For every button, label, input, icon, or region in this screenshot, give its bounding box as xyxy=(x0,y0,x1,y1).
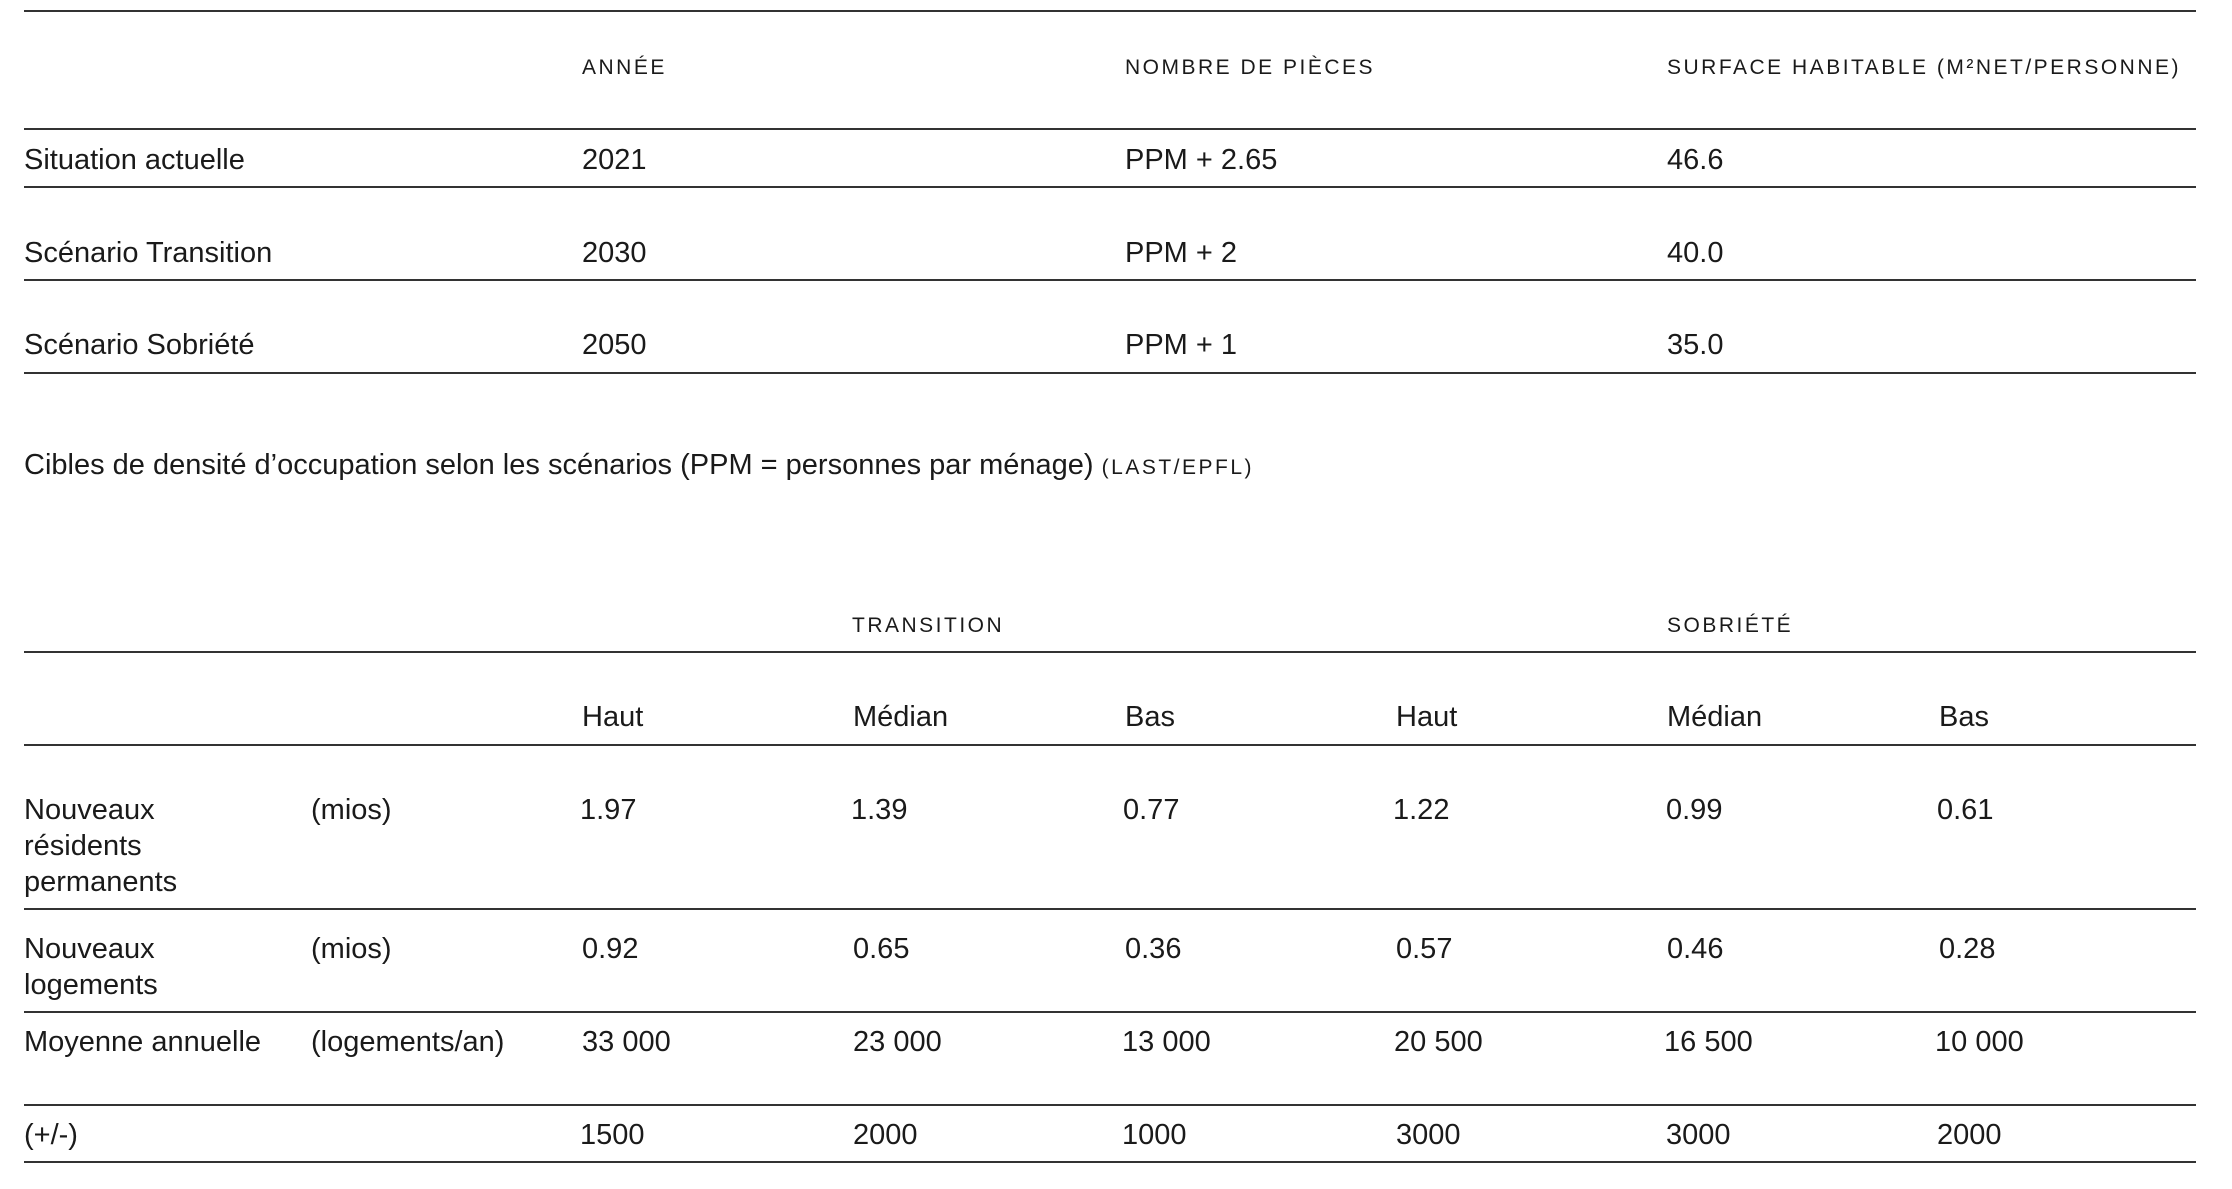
cell-value: 3000 xyxy=(1666,1119,1731,1151)
column-header-pieces: NOMBRE DE PIÈCES xyxy=(1125,56,1376,79)
sub-header-median: Médian xyxy=(1667,701,1763,733)
cell-value: 3000 xyxy=(1396,1119,1461,1151)
sub-header-bas: Bas xyxy=(1125,701,1175,733)
cell-value: 1.22 xyxy=(1393,794,1450,826)
table-caption xyxy=(24,447,1254,486)
cell-value: 16 500 xyxy=(1664,1026,1753,1058)
cell-value: 1.97 xyxy=(580,794,637,826)
cell-value: 1.39 xyxy=(851,794,908,826)
sub-header-bas: Bas xyxy=(1939,701,1989,733)
cell-value: 0.61 xyxy=(1937,794,1994,826)
cell-value: 0.92 xyxy=(582,933,639,965)
cell-annee: 2030 xyxy=(582,237,647,269)
row-label: (+/-) xyxy=(24,1119,78,1151)
cell-pieces: PPM + 2 xyxy=(1125,237,1238,269)
table-rule xyxy=(24,1161,2196,1163)
cell-annee: 2050 xyxy=(582,329,647,361)
group-header-transition: TRANSITION xyxy=(852,614,1005,637)
group-header-sobriete: SOBRIÉTÉ xyxy=(1667,614,1794,637)
cell-value: 10 000 xyxy=(1935,1026,2024,1058)
table-rule xyxy=(24,1104,2196,1106)
cell-value: 33 000 xyxy=(582,1026,671,1058)
table-rule xyxy=(24,744,2196,746)
sub-header-haut: Haut xyxy=(582,701,644,733)
row-label: Nouveaux logements xyxy=(24,933,158,1001)
cell-surface: 46.6 xyxy=(1667,144,1724,176)
column-header-annee: ANNÉE xyxy=(582,56,667,79)
row-label: Scénario Sobriété xyxy=(24,329,255,361)
row-label: Situation actuelle xyxy=(24,144,245,176)
column-header-surface: SURFACE HABITABLE (M²NET/PERSONNE) xyxy=(1667,56,2182,79)
row-label: Scénario Transition xyxy=(24,237,273,269)
table-rule xyxy=(24,908,2196,910)
cell-value: 0.46 xyxy=(1667,933,1724,965)
cell-pieces: PPM + 2.65 xyxy=(1125,144,1278,176)
cell-value: 1000 xyxy=(1122,1119,1187,1151)
cell-value: 0.99 xyxy=(1666,794,1723,826)
cell-value: 2000 xyxy=(1937,1119,2002,1151)
row-unit: (mios) xyxy=(311,933,392,965)
cell-value: 13 000 xyxy=(1122,1026,1211,1058)
table-rule xyxy=(24,279,2196,281)
cell-surface: 40.0 xyxy=(1667,237,1724,269)
cell-value: 1500 xyxy=(580,1119,645,1151)
cell-value: 0.36 xyxy=(1125,933,1182,965)
cell-annee: 2021 xyxy=(582,144,647,176)
table-rule xyxy=(24,128,2196,130)
cell-value: 0.77 xyxy=(1123,794,1180,826)
cell-pieces: PPM + 1 xyxy=(1125,329,1238,361)
row-label: Nouveaux résidents permanents xyxy=(24,794,178,898)
cell-value: 23 000 xyxy=(853,1026,942,1058)
row-unit: (logements/an) xyxy=(311,1026,505,1058)
table-rule xyxy=(24,651,2196,653)
table-rule xyxy=(24,186,2196,188)
cell-value: 20 500 xyxy=(1394,1026,1483,1058)
caption-source: (LAST/EPFL) xyxy=(1101,456,1255,479)
cell-value: 0.65 xyxy=(853,933,910,965)
caption-text: Cibles de densité d’occupation selon les scénarios (PPM = personnes par ménage) xyxy=(24,449,1094,481)
table-rule xyxy=(24,372,2196,374)
cell-surface: 35.0 xyxy=(1667,329,1724,361)
sub-header-haut: Haut xyxy=(1396,701,1458,733)
table-rule xyxy=(24,1011,2196,1013)
row-label: Moyenne annuelle xyxy=(24,1026,262,1058)
row-unit: (mios) xyxy=(311,794,392,826)
cell-value: 0.28 xyxy=(1939,933,1996,965)
cell-value: 0.57 xyxy=(1396,933,1453,965)
cell-value: 2000 xyxy=(853,1119,918,1151)
sub-header-median: Médian xyxy=(853,701,949,733)
table-rule xyxy=(24,10,2196,12)
